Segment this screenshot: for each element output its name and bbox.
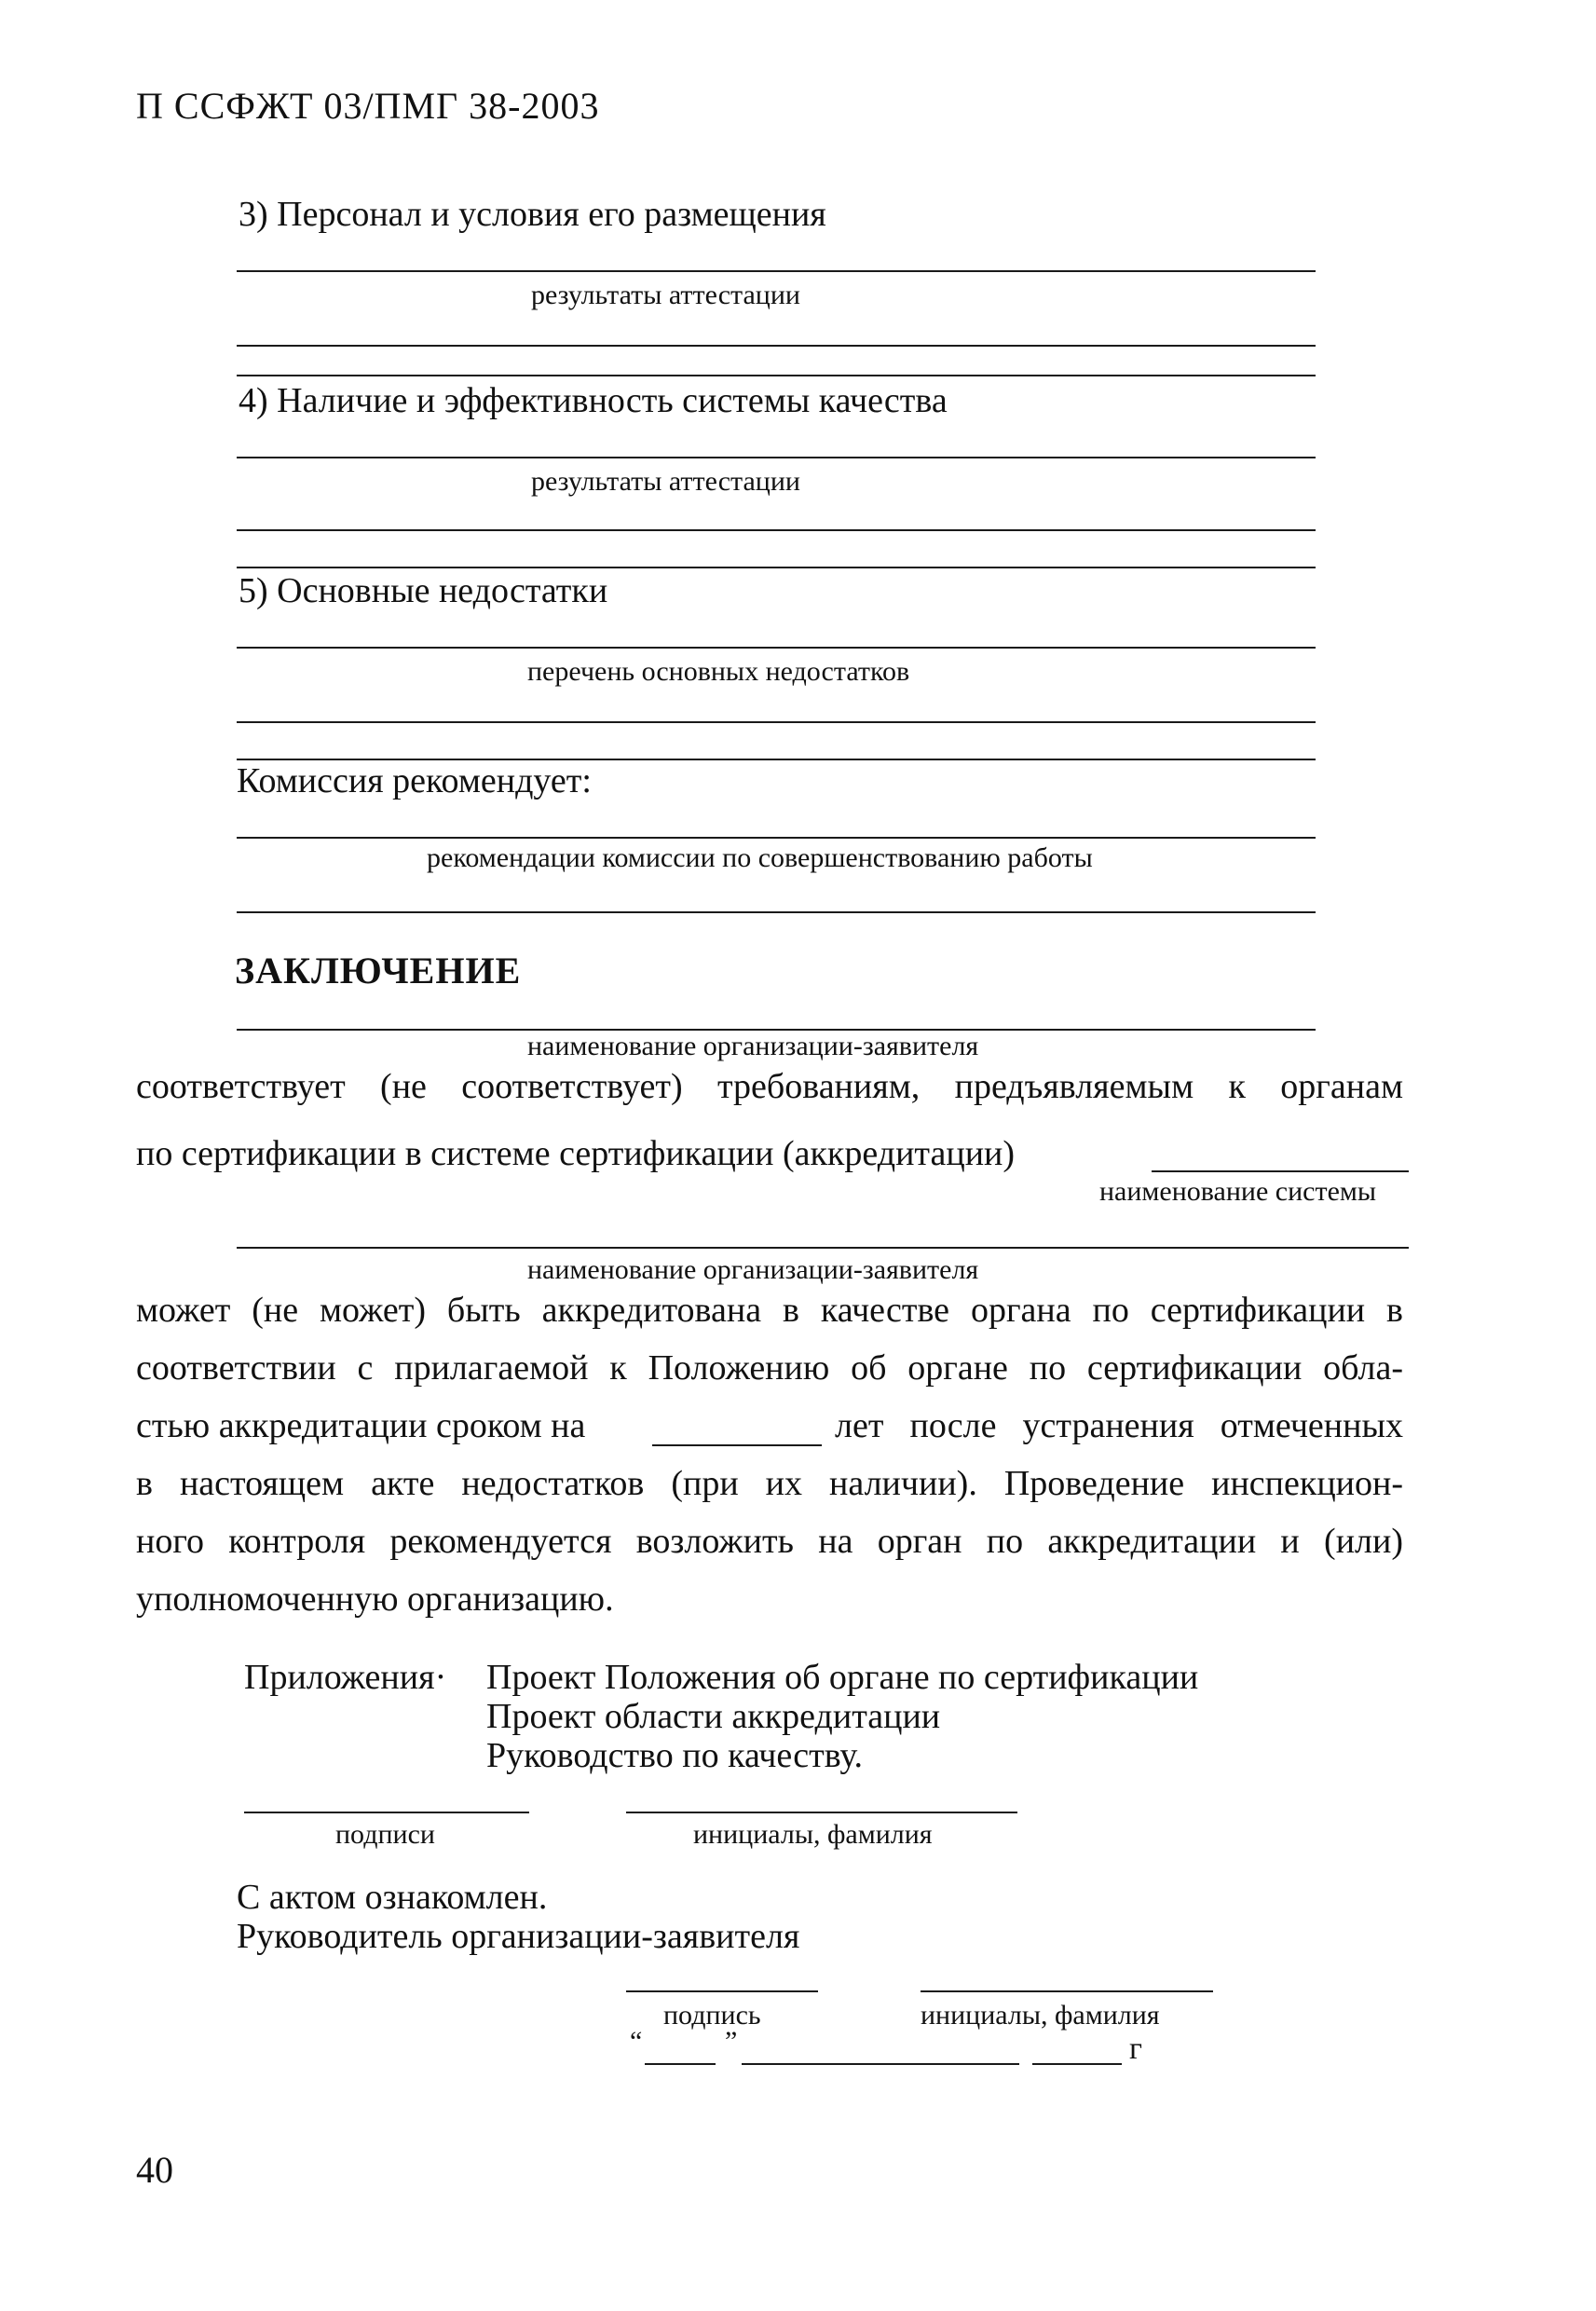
year-suffix: г [1129,2031,1142,2066]
fill-line [237,375,1316,376]
fill-line [237,911,1316,913]
name-line [626,1812,1017,1813]
date-close-quote: ” [725,2026,738,2057]
fill-line [237,647,1316,649]
fill-line [237,721,1316,723]
system-name-caption: наименование системы [1099,1176,1377,1207]
fill-line [237,567,1316,568]
names-caption: инициалы, фамилия [693,1819,933,1850]
section-5-title: 5) Основные недостатки [239,571,608,610]
section-3-title: 3) Персонал и условия его размещения [239,195,826,234]
conclusion-para-line: соответствии с прилагаемой к Положению об органе по сертификации обла- [136,1348,1403,1388]
date-open-quote: “ [630,2026,643,2057]
conclusion-para-line: ного контроля рекомендуется возложить на орган по аккредитации и (или) [136,1522,1403,1561]
system-fill-line [1152,1170,1409,1172]
appendix-item: Проект области аккредитации [486,1697,941,1736]
signature-line [244,1812,529,1813]
org-name-caption-2: наименование организации-заявителя [527,1254,979,1285]
fill-line [237,1247,1409,1249]
fill-line [237,270,1316,272]
conclusion-para-line: стью аккредитации сроком на [136,1406,586,1445]
signature-caption: подпись [663,2000,761,2031]
section-3-caption: результаты аттестации [531,280,800,310]
commission-caption: рекомендации комиссии по совершенствованию работы [427,842,1093,873]
acknowledgement-line-2: Руководитель организации-заявителя [237,1917,800,1956]
acknowledgement-line-1: С актом ознакомлен. [237,1878,548,1917]
page-number: 40 [136,2149,173,2191]
fill-line [237,457,1316,458]
appendix-item: Руководство по качеству. [486,1736,864,1775]
appendix-item: Проект Положения об органе по сертификации [486,1658,1199,1697]
section-4-title: 4) Наличие и эффективность системы качества [239,381,948,420]
conclusion-para-line: уполномоченную организацию. [136,1579,614,1619]
fill-line [237,345,1316,347]
year-line [1032,2063,1122,2065]
fill-line [237,529,1316,531]
document-code-header: П ССФЖТ 03/ПМГ 38-2003 [136,85,600,127]
name-line [921,1990,1213,1992]
conclusion-heading: ЗАКЛЮЧЕНИЕ [235,950,522,991]
appendices-label: Приложения· [244,1658,447,1697]
month-line [742,2063,1019,2065]
fill-line [237,837,1316,839]
conclusion-para-line: лет после устранения отмеченных [835,1406,1403,1445]
signatures-caption: подписи [335,1819,435,1850]
conclusion-line-2: по сертификации в системе сертификации (аккредитации) [136,1134,1016,1173]
signature-line [626,1990,818,1992]
name-caption: инициалы, фамилия [921,2000,1160,2031]
section-5-caption: перечень основных недостатков [527,656,910,687]
org-name-caption: наименование организации-заявителя [527,1031,979,1061]
section-4-caption: результаты аттестации [531,466,800,497]
conclusion-para-line: может (не может) быть аккредитована в качестве органа по сертификации в [136,1291,1403,1330]
commission-recommends-title: Комиссия рекомендует: [237,761,592,800]
conclusion-line-1: соответствует (не соответствует) требованиям, предъявляемым к органам [136,1067,1403,1106]
years-fill-line [652,1444,822,1446]
conclusion-para-line: в настоящем акте недостатков (при их наличии). Проведение инспекцион- [136,1464,1403,1503]
day-line [645,2063,716,2065]
